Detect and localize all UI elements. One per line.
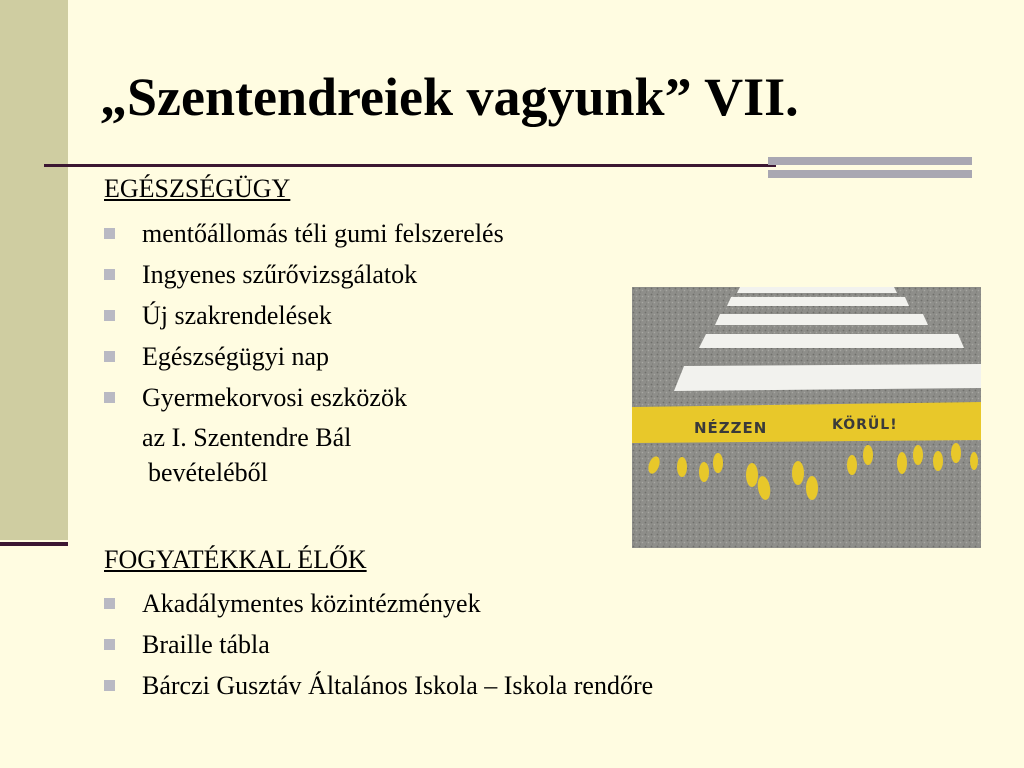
health-continuation-line-2: bevételéből (148, 458, 268, 487)
bullet-square-icon (104, 639, 115, 650)
list-item (104, 377, 504, 418)
accent-bar-top (768, 157, 972, 165)
yellow-warning-band (632, 402, 981, 443)
list-item (104, 624, 653, 665)
list-item-text: Braille tábla (142, 630, 270, 659)
title-underline-rule (44, 164, 776, 167)
bullet-square-icon (104, 228, 115, 239)
left-decorative-band (0, 0, 68, 540)
crosswalk-photo (632, 287, 981, 548)
list-item-text: mentőállomás téli gumi felszerelés (142, 219, 504, 248)
crosswalk-stripe (715, 314, 928, 325)
left-decorative-rule (0, 542, 68, 546)
list-item-text: Egészségügyi nap (142, 342, 330, 371)
accent-bar-bottom (768, 170, 972, 178)
bullet-square-icon (104, 680, 115, 691)
bullet-square-icon (104, 598, 115, 609)
list-item-text: Bárczi Gusztáv Általános Iskola – Iskola rendőre (142, 671, 654, 700)
slide-title: „Szentendreiek vagyunk” VII. (100, 67, 799, 127)
bullet-square-icon (104, 392, 115, 403)
bullet-square-icon (104, 310, 115, 321)
crosswalk-stripe (674, 364, 981, 391)
list-item (104, 665, 653, 706)
list-item-text: Gyermekorvosi eszközök (142, 383, 407, 412)
section-heading-disabled: FOGYATÉKKAL ÉLŐK (104, 545, 367, 574)
list-item (104, 254, 504, 295)
bullet-square-icon (104, 269, 115, 280)
list-item (104, 336, 504, 377)
list-item-text: Akadálymentes közintézmények (142, 589, 481, 618)
health-bullet-list (104, 213, 504, 418)
crosswalk-stripe (699, 334, 964, 348)
list-item (104, 583, 653, 624)
health-continuation-line-1: az I. Szentendre Bál (142, 423, 352, 452)
list-item-text: Ingyenes szűrővizsgálatok (142, 260, 418, 289)
list-item-text: Új szakrendelések (142, 301, 332, 330)
bullet-square-icon (104, 351, 115, 362)
list-item (104, 213, 504, 254)
crosswalk-stripe (727, 297, 909, 306)
painted-text-right: KÖRÜL! (832, 417, 898, 433)
disabled-bullet-list (104, 583, 653, 706)
section-heading-health: EGÉSZSÉGÜGY (104, 174, 291, 203)
painted-text-left: NÉZZEN (694, 419, 768, 437)
crosswalk-stripe (737, 287, 897, 293)
list-item (104, 295, 504, 336)
